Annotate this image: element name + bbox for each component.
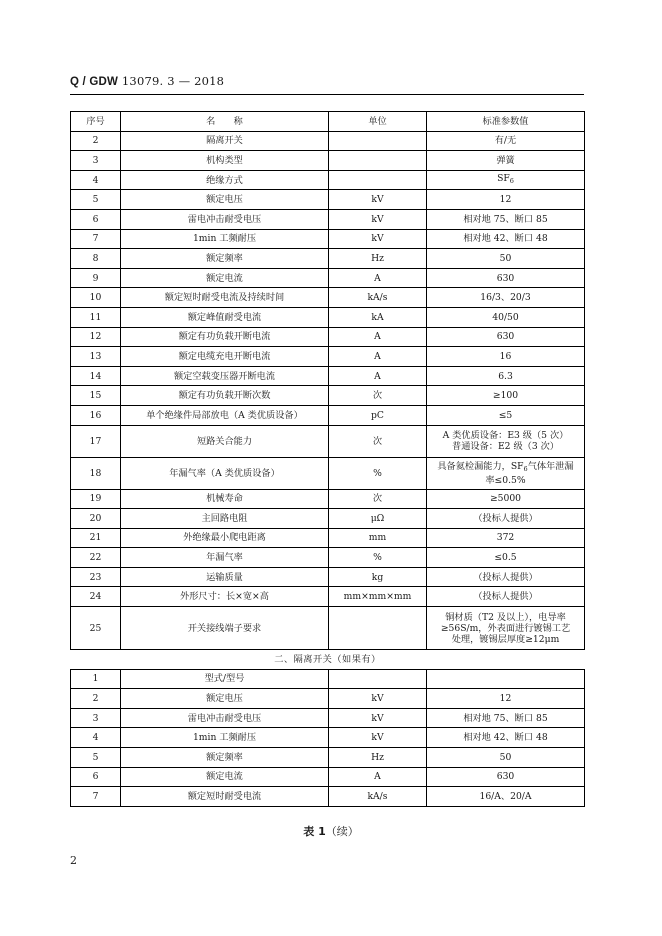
value-line: 处理，镀锡层厚度≥12μm: [451, 633, 560, 645]
row-cell-no: 18: [71, 457, 121, 489]
row-cell-no: 12: [71, 327, 121, 347]
table-caption: [0, 823, 662, 839]
value-text: ≥100: [492, 390, 519, 402]
section-row-cell-no: 6: [71, 767, 121, 787]
value-text: （投标人提供）: [473, 591, 538, 603]
row-cell-name: 外形尺寸：长×宽×高: [121, 587, 329, 607]
section-row-cell-unit: kV: [329, 708, 427, 728]
row-cell-value: [427, 425, 585, 457]
row-cell-name: 主回路电阻: [121, 509, 329, 529]
table-row: [71, 748, 585, 768]
row-cell-unit: A: [329, 347, 427, 367]
table-row: [71, 489, 585, 509]
table-row: [71, 229, 585, 249]
table-row: [71, 728, 585, 748]
table-row: [71, 767, 585, 787]
row-cell-unit: mm×mm×mm: [329, 587, 427, 607]
value-text: 12: [499, 194, 512, 206]
row-cell-name: 年漏气率: [121, 548, 329, 568]
row-cell-no: 22: [71, 548, 121, 568]
row-cell-unit: 次: [329, 489, 427, 509]
table-row: [71, 131, 585, 151]
table-row: [71, 209, 585, 229]
row-cell-unit: μΩ: [329, 509, 427, 529]
value-text: 630: [496, 272, 515, 284]
value-line: 率≤0.5%: [485, 474, 526, 486]
row-cell-unit: kA: [329, 307, 427, 327]
row-cell-no: 24: [71, 587, 121, 607]
row-cell-value: [427, 457, 585, 489]
row-cell-value: [427, 548, 585, 568]
table-row: [71, 405, 585, 425]
value-subscript: 6: [509, 177, 514, 186]
row-cell-value: [427, 386, 585, 406]
row-cell-value: [427, 567, 585, 587]
table-row: [71, 528, 585, 548]
section-row-cell-name: 雷电冲击耐受电压: [121, 708, 329, 728]
row-cell-no: 11: [71, 307, 121, 327]
row-cell-unit: [329, 607, 427, 650]
row-cell-no: 4: [71, 170, 121, 190]
row-cell-no: 21: [71, 528, 121, 548]
row-cell-name: 外绝缘最小爬电距离: [121, 528, 329, 548]
row-cell-unit: pC: [329, 405, 427, 425]
row-cell-name: 隔离开关: [121, 131, 329, 151]
value-text: （投标人提供）: [473, 512, 538, 524]
row-cell-no: 15: [71, 386, 121, 406]
section-row-cell-unit: kV: [329, 689, 427, 709]
value-text: 630: [496, 771, 515, 783]
row-cell-value: [427, 366, 585, 386]
row-cell-value: [427, 229, 585, 249]
section-row-cell-value: [427, 728, 585, 748]
standard-number: 13079. 3 — 2018: [121, 74, 225, 88]
row-cell-unit: kV: [329, 209, 427, 229]
row-cell-name: 年漏气率（A 类优质设备）: [121, 457, 329, 489]
value-text: 相对地 75、断口 85: [463, 712, 548, 724]
section-row-cell-unit: Hz: [329, 748, 427, 768]
row-cell-unit: kA/s: [329, 288, 427, 308]
table-row: [71, 567, 585, 587]
row-cell-name: 额定电流: [121, 268, 329, 288]
section-row-cell-unit: kA/s: [329, 787, 427, 807]
page-number: 2: [70, 854, 77, 867]
row-cell-name: 额定频率: [121, 249, 329, 269]
section-row-cell-no: 1: [71, 669, 121, 689]
section-row-cell-value: [427, 767, 585, 787]
value-text: 40/50: [492, 311, 519, 323]
row-cell-unit: kg: [329, 567, 427, 587]
row-cell-name: 额定空载变压器开断电流: [121, 366, 329, 386]
row-cell-value: [427, 249, 585, 269]
value-text: 50: [499, 751, 512, 763]
row-cell-value: [427, 607, 585, 650]
row-cell-value: [427, 131, 585, 151]
row-cell-unit: mm: [329, 528, 427, 548]
row-cell-value: [427, 190, 585, 210]
table-row: [71, 787, 585, 807]
row-cell-unit: A: [329, 366, 427, 386]
row-cell-name: 机构类型: [121, 151, 329, 171]
row-cell-name: 额定短时耐受电流及持续时间: [121, 288, 329, 308]
table-row: [71, 607, 585, 650]
value-text: 气体年泄漏: [527, 460, 574, 472]
row-cell-unit: [329, 151, 427, 171]
caption-label: 表 1: [303, 825, 326, 838]
section-row-cell-no: 3: [71, 708, 121, 728]
section-row-cell-no: 5: [71, 748, 121, 768]
section-row-cell-unit: [329, 669, 427, 689]
row-cell-value: [427, 170, 585, 190]
table-row: [71, 366, 585, 386]
table-row: [71, 170, 585, 190]
row-cell-no: 20: [71, 509, 121, 529]
section-row-cell-value: [427, 669, 585, 689]
table-row: [71, 509, 585, 529]
row-cell-name: 运输质量: [121, 567, 329, 587]
section-title: 二、隔离开关（如果有）: [71, 650, 585, 670]
table-row: [71, 249, 585, 269]
value-text: 372: [496, 532, 515, 544]
row-cell-name: 额定电压: [121, 190, 329, 210]
row-cell-value: [427, 307, 585, 327]
row-cell-value: [427, 327, 585, 347]
value-text: ≥5000: [489, 493, 522, 505]
row-cell-no: 13: [71, 347, 121, 367]
row-cell-name: 机械寿命: [121, 489, 329, 509]
value-text: 16: [499, 350, 512, 362]
row-cell-name: 额定峰值耐受电流: [121, 307, 329, 327]
row-cell-unit: [329, 131, 427, 151]
row-cell-unit: %: [329, 548, 427, 568]
section-row-cell-value: [427, 748, 585, 768]
row-cell-no: 19: [71, 489, 121, 509]
value-text: 12: [499, 693, 512, 705]
section-row-cell-name: 额定短时耐受电流: [121, 787, 329, 807]
standard-code: Q / GDW: [70, 76, 119, 88]
table-row: [71, 669, 585, 689]
value-text: ≤0.5: [494, 552, 517, 564]
row-cell-no: 10: [71, 288, 121, 308]
table-row: [71, 288, 585, 308]
value-text: 16/A、20/A: [479, 791, 532, 803]
value-line: 普通设备：E2 级（3 次）: [452, 441, 559, 452]
table-row: [71, 457, 585, 489]
row-cell-no: 6: [71, 209, 121, 229]
table-row: [71, 190, 585, 210]
value-text: SF: [497, 173, 510, 185]
value-subscript: 6: [523, 464, 528, 473]
section-row-cell-name: 型式/型号: [121, 669, 329, 689]
caption-suffix: （续）: [325, 825, 359, 838]
table-row: [71, 307, 585, 327]
row-cell-name: 单个绝缘件局部放电（A 类优质设备）: [121, 405, 329, 425]
column-header-value: 标准参数值: [427, 112, 585, 132]
row-cell-no: 14: [71, 366, 121, 386]
value-line: A 类优质设备：E3 级（5 次）: [442, 430, 569, 441]
section-row-cell-name: 1min 工频耐压: [121, 728, 329, 748]
value-text: 弹簧: [496, 154, 515, 166]
value-text: 50: [499, 252, 512, 264]
table-row: [71, 425, 585, 457]
table-row: [71, 548, 585, 568]
value-text: 630: [496, 331, 515, 343]
section-row-cell-no: 2: [71, 689, 121, 709]
table-row: [71, 151, 585, 171]
row-cell-value: [427, 489, 585, 509]
value-text: 6.3: [498, 370, 513, 382]
row-cell-value: [427, 209, 585, 229]
row-cell-name: 雷电冲击耐受电压: [121, 209, 329, 229]
row-cell-no: 5: [71, 190, 121, 210]
row-cell-name: 开关接线端子要求: [121, 607, 329, 650]
table-row: [71, 708, 585, 728]
section-row-cell-name: 额定电压: [121, 689, 329, 709]
table-row: [71, 587, 585, 607]
value-text: 相对地 42、断口 48: [463, 233, 548, 245]
row-cell-value: [427, 288, 585, 308]
row-cell-name: 短路关合能力: [121, 425, 329, 457]
row-cell-unit: 次: [329, 386, 427, 406]
row-cell-value: [427, 347, 585, 367]
section-row-cell-no: 7: [71, 787, 121, 807]
row-cell-value: [427, 528, 585, 548]
row-cell-no: 25: [71, 607, 121, 650]
row-cell-name: 额定有功负载开断电流: [121, 327, 329, 347]
table-header-row: [71, 112, 585, 132]
value-text: 有/无: [494, 135, 517, 147]
section-row-cell-unit: kV: [329, 728, 427, 748]
value-line: ≥56S/m，外表面进行镀锡工艺: [440, 622, 571, 634]
table-row: [71, 347, 585, 367]
row-cell-no: 7: [71, 229, 121, 249]
row-cell-unit: A: [329, 327, 427, 347]
row-cell-unit: [329, 170, 427, 190]
value-text: 相对地 75、断口 85: [463, 213, 548, 225]
row-cell-name: 绝缘方式: [121, 170, 329, 190]
section-row-cell-value: [427, 689, 585, 709]
row-cell-unit: Hz: [329, 249, 427, 269]
column-header-no: 序号: [71, 112, 121, 132]
row-cell-value: [427, 151, 585, 171]
table-row: [71, 268, 585, 288]
row-cell-no: 17: [71, 425, 121, 457]
row-cell-value: [427, 509, 585, 529]
document-header: [70, 74, 224, 88]
column-header-unit: 单位: [329, 112, 427, 132]
table-body: [71, 131, 585, 806]
section-row-cell-value: [427, 787, 585, 807]
value-line: 铜材质（T2 及以上），电导率: [445, 611, 566, 623]
value-text: 16/3、20/3: [480, 292, 531, 304]
parameter-table: [70, 111, 585, 807]
section-row-cell-value: [427, 708, 585, 728]
table-row: [71, 327, 585, 347]
table-row: [71, 689, 585, 709]
row-cell-no: 2: [71, 131, 121, 151]
row-cell-unit: 次: [329, 425, 427, 457]
column-header-name: 名 称: [121, 112, 329, 132]
row-cell-no: 9: [71, 268, 121, 288]
row-cell-no: 3: [71, 151, 121, 171]
row-cell-unit: kV: [329, 229, 427, 249]
row-cell-name: 额定有功负载开断次数: [121, 386, 329, 406]
section-row-cell-name: 额定频率: [121, 748, 329, 768]
row-cell-name: 额定电缆充电开断电流: [121, 347, 329, 367]
section-row-cell-no: 4: [71, 728, 121, 748]
value-text: 相对地 42、断口 48: [463, 732, 548, 744]
row-cell-value: [427, 587, 585, 607]
row-cell-unit: A: [329, 268, 427, 288]
section-row-cell-name: 额定电流: [121, 767, 329, 787]
row-cell-no: 8: [71, 249, 121, 269]
row-cell-value: [427, 268, 585, 288]
header-divider: [70, 94, 584, 95]
row-cell-no: 16: [71, 405, 121, 425]
row-cell-value: [427, 405, 585, 425]
table-row: [71, 386, 585, 406]
value-text: ≤5: [498, 409, 513, 421]
section-row-cell-unit: A: [329, 767, 427, 787]
row-cell-unit: kV: [329, 190, 427, 210]
section-header-row: [71, 650, 585, 670]
row-cell-unit: %: [329, 457, 427, 489]
value-text: （投标人提供）: [473, 571, 538, 583]
row-cell-name: 1min 工频耐压: [121, 229, 329, 249]
row-cell-no: 23: [71, 567, 121, 587]
value-text: 具备氦检漏能力，SF: [437, 460, 524, 472]
